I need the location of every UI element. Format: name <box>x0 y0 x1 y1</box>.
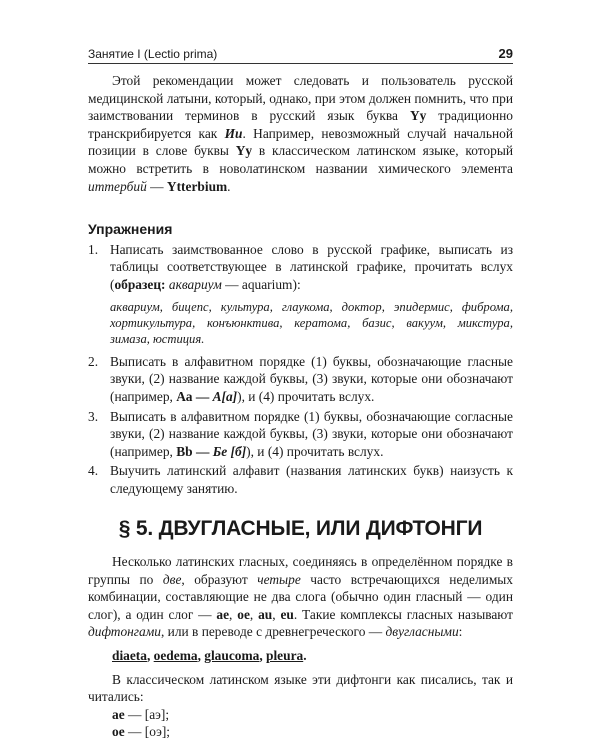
pronunciation-paragraph: В классическом латинском языке эти дифтонги как писались, так и читались: <box>88 671 513 705</box>
exercise-list-continued <box>88 353 513 498</box>
example-word: diaeta <box>112 648 147 664</box>
exercise-item: 4. Выучить латинский алфавит (названия латинских букв) наизусть к следующему занятию. <box>88 463 513 496</box>
exercise-item: 3. Выписать в алфавитном порядке (1) буквы, обозначающие согласные звуки, (2) название каждой буквы, (3) звуки, которые они обозначают (например, Bb — Бе [б]), и (4) прочитать вслух. <box>88 408 513 459</box>
exercises-heading: Упражнения <box>88 221 173 238</box>
running-head <box>88 46 513 61</box>
diphthong-paragraph: Несколько латинских гласных, соединяясь в определённом порядке в группы по две, образуют четыре часто встречающихся неделимых комбинации, составляющие не два слога (обычно один гласный — один слог), а один слог — ae, oe, au, eu. Такие комплексы гласных называют дифтонгами, или в переводе с древнегреческого — двугласными: <box>88 554 513 640</box>
diphthong-pair: oe — [оэ]; <box>112 724 170 740</box>
page-content <box>88 72 513 741</box>
diphthong-examples: diaeta, oedema, glaucoma, pleura. <box>112 648 307 664</box>
example-word: oedema <box>153 648 198 664</box>
example-word: pleura <box>266 648 304 664</box>
chapter-title: Занятие I (Lectio prima) <box>88 47 218 61</box>
exercise-list <box>88 241 513 294</box>
page-number: 29 <box>498 46 513 61</box>
word-list: аквариум, бицепс, культура, глаукома, доктор, эпидермис, фиброма, хортикультура, конъюнктива, кератома, базис, вакуум, микстура, зимаза, юстиция. <box>110 299 513 347</box>
exercise-item: 1. Написать заимствованное слово в русской графике, выписать из таблицы соответствующее в латинской графике, прочитать вслух (образец: аквариум — aquarium): <box>88 241 513 292</box>
exercise-item: 2. Выписать в алфавитном порядке (1) буквы, обозначающие гласные звуки, (2) название каждой буквы, (3) звуки, которые они обозначают (например, Аа — А[а]), и (4) прочитать вслух. <box>88 353 513 404</box>
intro-paragraph: Этой рекомендации может следовать и пользователь русской медицинской латыни, который, однако, при этом должен помнить, что при заимствовании терминов в русский язык буква Yy традиционно транскрибируется как Ии. Например, невозможный случай начальной позиции в слове буквы Yy в классическом латинском языке, который можно встретить в новолатинском названии химического элемента иттербий — Ytterbium. <box>88 73 513 194</box>
header-rule <box>88 63 513 64</box>
example-word: glaucoma <box>204 648 260 664</box>
diphthong-pair: ae — [аэ]; <box>112 706 170 722</box>
section-heading: § 5. ДВУГЛАСНЫЕ, ИЛИ ДИФТОНГИ <box>118 516 483 540</box>
